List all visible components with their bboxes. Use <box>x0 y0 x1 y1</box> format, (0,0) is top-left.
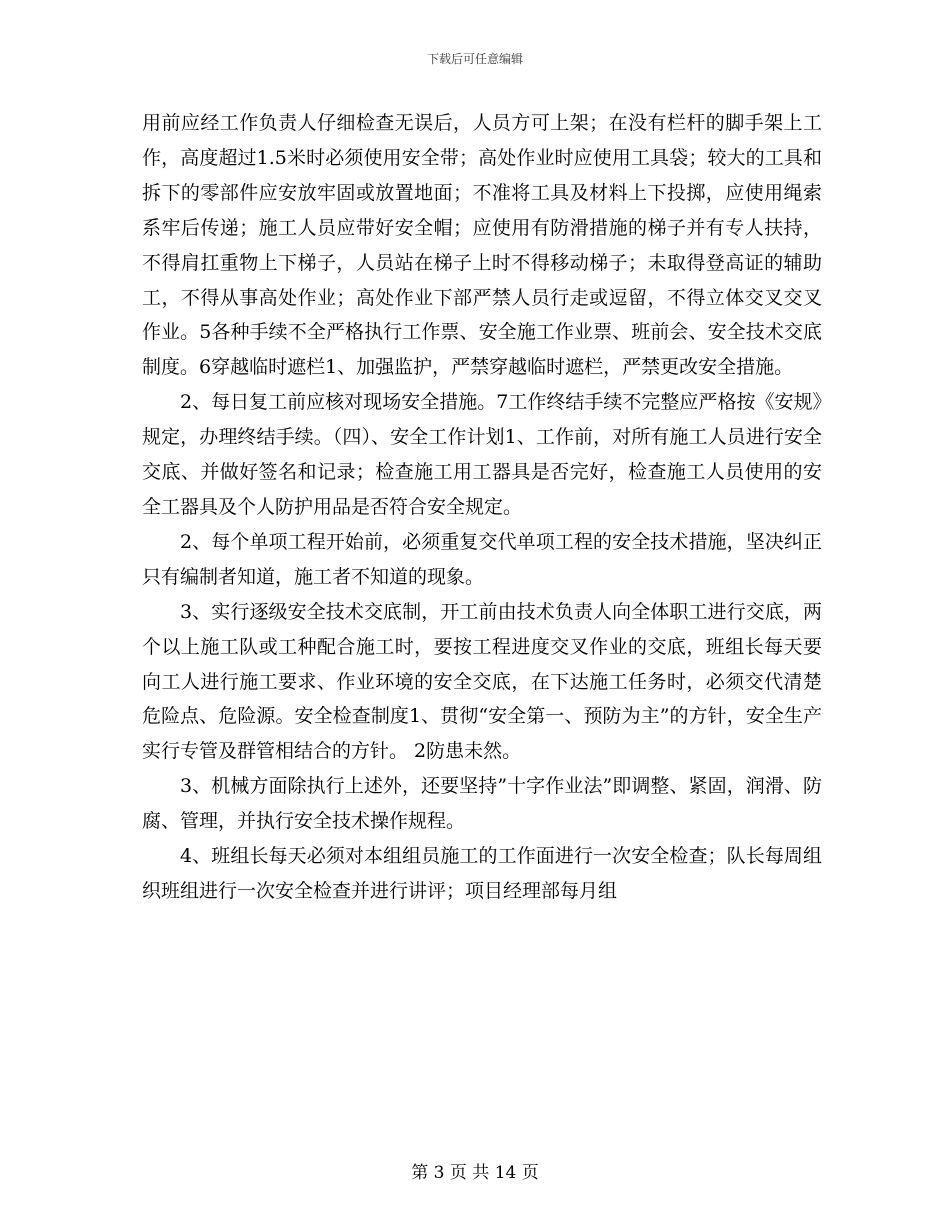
paragraph: 用前应经工作负责人仔细检查无误后，人员方可上架；在没有栏杆的脚手架上工作，高度超过1.5米时必须使用安全带；高处作业时应使用工具袋；较大的工具和拆下的零部件应安放牢固或放置地面；不准将工具及材料上下投掷，应使用绳索系牢后传递；施工人员应带好安全帽；应使用有防滑措施的梯子并有专人扶持，不得肩扛重物上下梯子，人员站在梯子上时不得移动梯子；未取得登高证的辅助工，不得从事高处作业；高处作业下部严禁人员行走或逗留，不得立体交叉交叉作业。5各种手续不全严格执行工作票、安全施工作业票、班前会、安全技术交底制度。6穿越临时遮栏1、加强监护，严禁穿越临时遮栏，严禁更改安全措施。 <box>142 112 822 379</box>
total-pages-number: 14 <box>494 1163 517 1183</box>
current-page-number: 3 <box>433 1163 445 1183</box>
footer-prefix: 第 <box>411 1163 429 1183</box>
footer-middle: 页 共 <box>449 1163 490 1183</box>
paragraph: 2、每日复工前应核对现场安全措施。7工作终结手续不完整应严格按《安规》规定，办理终结手续。（四）、安全工作计划1、工作前，对所有施工人员进行安全交底、并做好签名和记录；检查施工用工器具是否完好，检查施工人员使用的安全工器具及个人防护用品是否符合安全规定。 <box>142 391 822 518</box>
header-text: 下载后可任意编辑 <box>426 52 523 66</box>
paragraph: 3、实行逐级安全技术交底制，开工前由技术负责人向全体职工进行交底，两个以上施工队或工种配合施工时，要按工程进度交叉作业的交底，班组长每天要向工人进行施工要求、作业环境的安全交底，在下达施工任务时，必须交代清楚危险点、危险源。安全检查制度1、贯彻“安全第一、预防为主”的方针，安全生产实行专管及群管相结合的方针。 2防患未然。 <box>142 600 822 763</box>
footer-suffix: 页 <box>521 1163 539 1183</box>
page-footer <box>0 1158 950 1183</box>
page-header <box>0 50 950 67</box>
document-body <box>142 106 822 909</box>
paragraph: 3、机械方面除执行上述外，还要坚持”十字作业法”即调整、紧固，润滑、防腐、管理，并执行安全技术操作规程。 <box>142 775 822 833</box>
paragraph: 2、每个单项工程开始前，必须重复交代单项工程的安全技术措施，坚决纠正只有编制者知道，施工者不知道的现象。 <box>142 530 822 588</box>
paragraph: 4、班组长每天必须对本组组员施工的工作面进行一次安全检查；队长每周组织班组进行一次安全检查并进行讲评；项目经理部每月组 <box>142 845 822 902</box>
